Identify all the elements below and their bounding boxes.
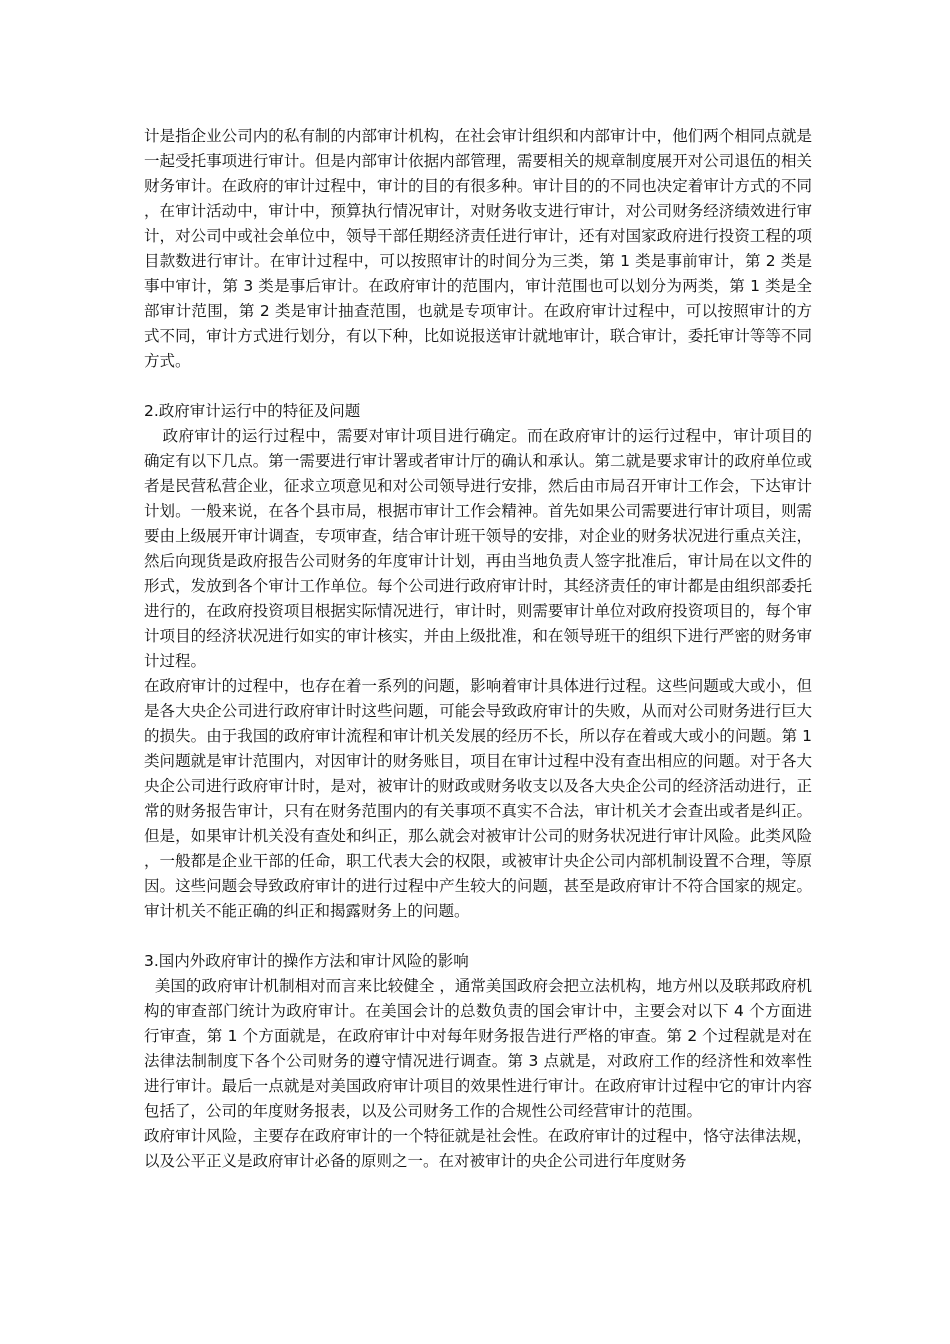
body-paragraph-1: 计是指企业公司内的私有制的内部审计机构，在社会审计组织和内部审计中，他们两个相同点就是一起受托事项进行审计。但是内部审计依据内部管理，需要相关的规章制度展开对公司退伍的相关财务审计。在政府的审计过程中，审计的目的有很多种。审计目的的不同也决定着审计方式的不同，在审计活动中，审计中，预算执行情况审计，对财务收支进行审计，对公司财务经济绩效进行审计，对公司中或社会单位中，领导干部任期经济责任进行审计，还有对国家政府进行投资工程的项目款数进行审计。在审计过程中，可以按照审计的时间分为三类，第 1 类是事前审计，第 2 类是事中审计，第 3 类是事后审计。在政府审计的范围内，审计范围也可以划分为两类，第 1 类是全部审计范围，第 2 类是审计抽查范围，也就是专项审计。在政府审计过程中，可以按照审计的方式不同，审计方式进行划分，有以下种，比如说报送审计就地审计，联合审计，委托审计等等不同方式。 [144, 127, 812, 370]
section-heading-2: 2.政府审计运行中的特征及问题 [144, 402, 361, 420]
body-paragraph-4: 美国的政府审计机制相对而言来比较健全 ，通常美国政府会把立法机构，地方州以及联邦政府机构的审查部门统计为政府审计。在美国会计的总数负责的国会审计中，主要会对以下 4 个方面进行审查，第 1 个方面就是，在政府审计中对每年财务报告进行严格的审查。第 2 个过程就是对在法律法制制度下各个公司财务的遵守情况进行调查。第 3 点就是，对政府工作的经济性和效率性进行审计。最后一点就是对美国政府审计项目的效果性进行审计。在政府审计过程中它的审计内容包括了，公司的年度财务报表，以及公司财务工作的合规性公司经营审计的范围。 [144, 977, 812, 1120]
body-paragraph-5: 政府审计风险，主要存在政府审计的一个特征就是社会性。在政府审计的过程中，恪守法律法规，以及公平正义是政府审计必备的原则之一。在对被审计的央企公司进行年度财务 [144, 1127, 812, 1170]
body-paragraph-2: 政府审计的运行过程中，需要对审计项目进行确定。而在政府审计的运行过程中，审计项目的确定有以下几点。第一需要进行审计署或者审计厅的确认和承认。第二就是要求审计的政府单位或者是民营私营企业，征求立项意见和对公司领导进行安排，然后由市局召开审计工作会，下达审计计划。一般来说，在各个县市局，根据市审计工作会精神。首先如果公司需要进行审计项目，则需要由上级展开审计调查，专项审查，结合审计班干领导的安排，对企业的财务状况进行重点关注，然后向现货是政府报告公司财务的年度审计计划，再由当地负责人签字批准后，审计局在以文件的形式，发放到各个审计工作单位。每个公司进行政府审计时，其经济责任的审计都是由组织部委托进行的，在政府投资项目根据实际情况进行，审计时，则需要审计单位对政府投资项目的，每个审计项目的经济状况进行如实的审计核实，并由上级批准，和在领导班干的组织下进行严密的财务审计过程。 [144, 427, 812, 670]
document-page [144, 124, 812, 1174]
section-heading-3: 3.国内外政府审计的操作方法和审计风险的影响 [144, 952, 469, 970]
body-paragraph-3: 在政府审计的过程中，也存在着一系列的问题，影响着审计具体进行过程。这些问题或大或小，但是各大央企公司进行政府审计时这些问题，可能会导致政府审计的失败，从而对公司财务进行巨大的损失。由于我国的政府审计流程和审计机关发展的经历不长，所以存在着或大或小的问题。第 1 类问题就是审计范围内，对因审计的财务账目，项目在审计过程中没有查出相应的问题。对于各大央企公司进行政府审计时，是对，被审计的财政或财务收支以及各大央企公司的经济活动进行，正常的财务报告审计，只有在财务范围内的有关事项不真实不合法，审计机关才会查出或者是纠正。但是，如果审计机关没有查处和纠正，那么就会对被审计公司的财务状况进行审计风险。此类风险，一般都是企业干部的任命，职工代表大会的权限，或被审计央企公司内部机制设置不合理，等原因。这些问题会导致政府审计的进行过程中产生较大的问题，甚至是政府审计不符合国家的规定。审计机关不能正确的纠正和揭露财务上的问题。 [144, 677, 812, 920]
